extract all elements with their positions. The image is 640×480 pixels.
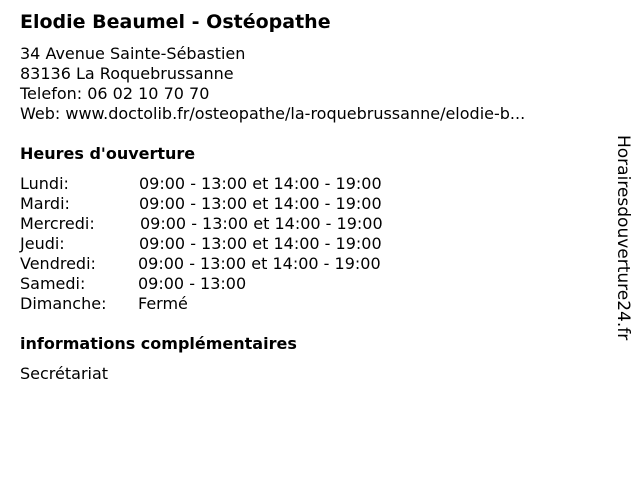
day-label: Jeudi: (20, 234, 65, 253)
day-label: Lundi: (20, 174, 69, 193)
time-value: 09:00 - 13:00 et 14:00 - 19:00 (139, 234, 382, 253)
hours-row-thursday (20, 234, 440, 254)
address-street: 34 Avenue Sainte-Sébastien (20, 44, 246, 63)
time-value: 09:00 - 13:00 (138, 274, 247, 293)
website-link[interactable]: Web: www.doctolib.fr/osteopathe/la-roquebrussanne/elodie-b... (20, 104, 526, 123)
time-value: Fermé (138, 294, 188, 313)
time-value: 09:00 - 13:00 et 14:00 - 19:00 (138, 254, 381, 273)
time-value: 09:00 - 13:00 et 14:00 - 19:00 (139, 194, 382, 213)
opening-hours-table (20, 174, 440, 314)
time-value: 09:00 - 13:00 et 14:00 - 19:00 (139, 174, 382, 193)
address-city: 83136 La Roquebrussanne (20, 64, 234, 83)
day-label: Mercredi: (20, 214, 95, 233)
day-label: Samedi: (20, 274, 86, 293)
hours-row-sunday (20, 294, 440, 314)
hours-row-friday (20, 254, 440, 274)
day-label: Mardi: (20, 194, 70, 213)
time-value: 09:00 - 13:00 et 14:00 - 19:00 (140, 214, 383, 233)
hours-row-saturday (20, 274, 440, 294)
additional-info-heading: informations complémentaires (20, 334, 297, 353)
day-label: Vendredi: (20, 254, 96, 273)
opening-hours-heading: Heures d'ouverture (20, 144, 196, 163)
hours-row-wednesday (20, 214, 440, 234)
phone-number: Telefon: 06 02 10 70 70 (20, 84, 210, 103)
contact-block (20, 44, 525, 124)
hours-row-tuesday (20, 194, 440, 214)
day-label: Dimanche: (20, 294, 107, 313)
site-watermark: Horairesdouverture24.fr (613, 135, 633, 341)
hours-row-monday (20, 174, 440, 194)
additional-info-text: Secrétariat (20, 364, 109, 383)
business-title: Elodie Beaumel - Ostéopathe (20, 11, 331, 33)
